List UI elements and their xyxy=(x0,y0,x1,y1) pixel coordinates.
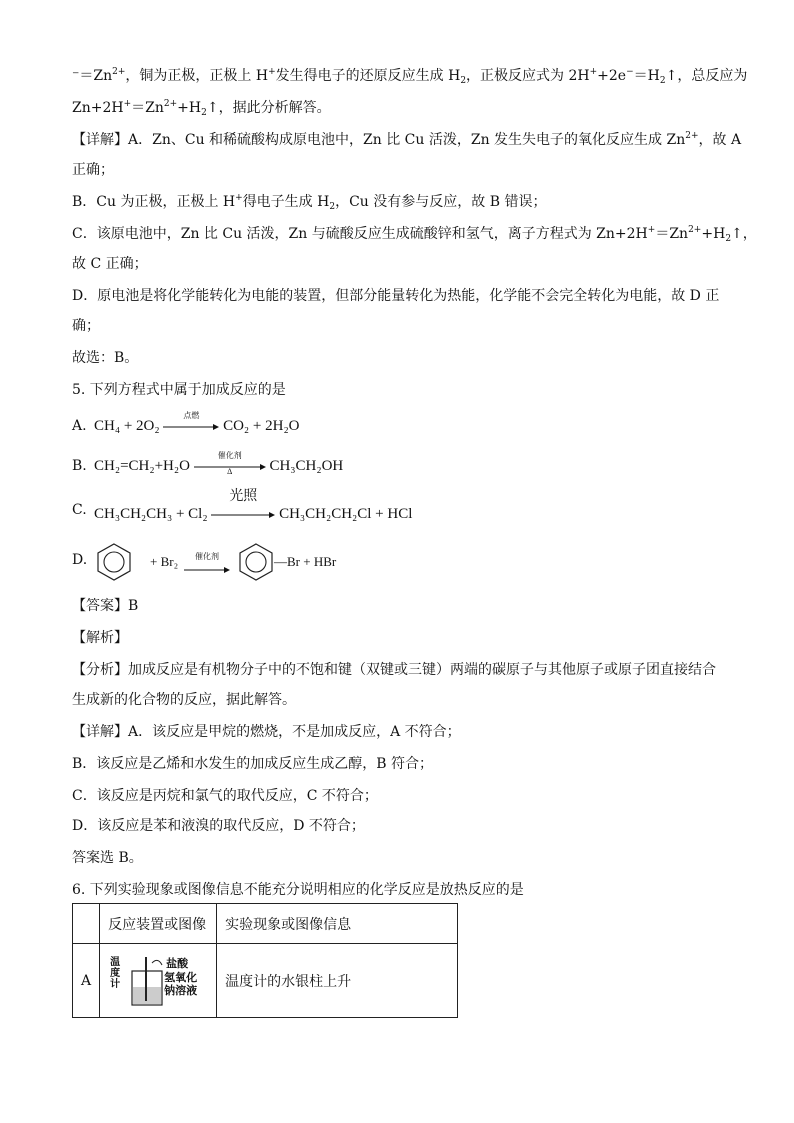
analysis-heading: 【解析】 xyxy=(72,630,128,646)
reaction-condition: 点燃 xyxy=(183,410,200,420)
option-c xyxy=(72,488,413,522)
text-line: 确； xyxy=(72,318,100,334)
table-cell xyxy=(73,904,100,944)
text-line: 【分析】加成反应是有机物分子中的不饱和键（双键或三键）两端的碳原子与其他原子或原子团直接结合 xyxy=(72,662,716,678)
text-line: 【详解】A．Zn、Cu 和稀硫酸构成原电池中，Zn 比 Cu 活泼，Zn 发生失电子的氧化反应生成 $Zn^{2+}$，故 A xyxy=(72,131,742,148)
experiment-table xyxy=(72,903,458,1018)
option-d xyxy=(72,550,87,570)
beaker-icon xyxy=(128,957,168,1009)
text-line: B．Cu 为正极，正极上 H+得电子生成 $H_2$，Cu 没有参与反应，故 B 错误； xyxy=(72,193,547,212)
equation-left: CH₃CH₂CH₃ + Cl₂ xyxy=(94,506,208,522)
text-line: $Zn+2H^+=Zn^{2+}+H_2↑$，据此分析解答。 xyxy=(72,99,331,118)
text-line: D．该反应是苯和液溴的取代反应，D 不符合； xyxy=(72,818,365,834)
apparatus-image-cell xyxy=(100,944,217,1018)
reaction-condition: 催化剂 xyxy=(217,450,242,460)
table-header-row xyxy=(73,904,458,944)
row-label: A xyxy=(73,944,100,1018)
question-stem: 5. 下列方程式中属于加成反应的是 xyxy=(72,382,286,398)
equation-left: + Br₂ xyxy=(150,554,179,569)
apparatus-figure xyxy=(108,951,208,1011)
reaction-condition: 催化剂 xyxy=(195,552,219,561)
benzene-ring-icon xyxy=(94,542,134,582)
option-label: C. xyxy=(72,502,87,518)
option-label: B. xyxy=(72,458,87,474)
reaction-condition-heat: Δ xyxy=(227,466,233,476)
reaction-arrow xyxy=(194,450,266,477)
text-line: 答案选 B。 xyxy=(72,850,143,866)
text-line: 故 C 正确； xyxy=(72,256,148,272)
table-header-cell: 实验现象或图像信息 xyxy=(217,904,458,944)
base-solution-label: 氢氧化钠溶液 xyxy=(164,970,198,997)
text-line: B．该反应是乙烯和水发生的加成反应生成乙醇，B 符合； xyxy=(72,756,434,772)
thermometer-label: 温度计 xyxy=(110,956,121,990)
equation-right: CH₃CH₂OH xyxy=(269,458,344,474)
acid-label: 盐酸 xyxy=(166,956,189,970)
text-line: D．原电池是将化学能转化为电能的装置，但部分能量转化为热能，化学能不会完全转化为电能，故 D 正 xyxy=(72,288,720,304)
text-line: C．该原电池中，Zn 比 Cu 活泼，Zn 与硫酸反应生成硫酸锌和氢气，离子方程式为 $Zn+2H^+=Zn^{2+}+H_2↑$， xyxy=(72,225,757,244)
equation-left: CH₄ + 2O₂ xyxy=(94,418,160,434)
text-line: $^-=Zn^{2+}$，铜为正极，正极上 H+发生得电子的还原反应生成 $H_2$，正极反应式为 $2H^++2e^-=H_2↑$，总反应为 xyxy=(72,67,748,86)
table-row xyxy=(73,944,458,1018)
option-a xyxy=(72,410,300,436)
table-cell: 温度计的水银柱上升 xyxy=(217,944,458,1018)
option-b xyxy=(72,450,344,476)
answer: 【答案】B xyxy=(72,598,139,614)
text-line: 生成新的化合物的反应，据此解答。 xyxy=(72,692,296,708)
reaction-arrow xyxy=(184,552,230,578)
reaction-condition: 光照 xyxy=(229,488,258,504)
equation-right: CO₂ + 2H₂O xyxy=(223,418,300,434)
text-line: 正确； xyxy=(72,162,114,178)
text-line: C．该反应是丙烷和氯气的取代反应，C 不符合； xyxy=(72,788,378,804)
equation-right: CH₃CH₂CH₂Cl + HCl xyxy=(279,506,413,522)
table-header-cell: 反应装置或图像 xyxy=(100,904,217,944)
equation-left: CH₂=CH₂+H₂O xyxy=(94,458,190,474)
text-line: 【详解】A．该反应是甲烷的燃烧，不是加成反应，A 不符合； xyxy=(72,724,461,740)
option-label: D. xyxy=(72,552,88,568)
reaction-arrow xyxy=(211,488,275,525)
option-label: A. xyxy=(72,418,87,434)
equation-right: —Br + HBr xyxy=(274,554,337,569)
reaction-arrow xyxy=(163,410,219,437)
text-line: 故选：B。 xyxy=(72,350,139,366)
question-stem: 6. 下列实验现象或图像信息不能充分说明相应的化学反应是放热反应的是 xyxy=(72,882,524,898)
